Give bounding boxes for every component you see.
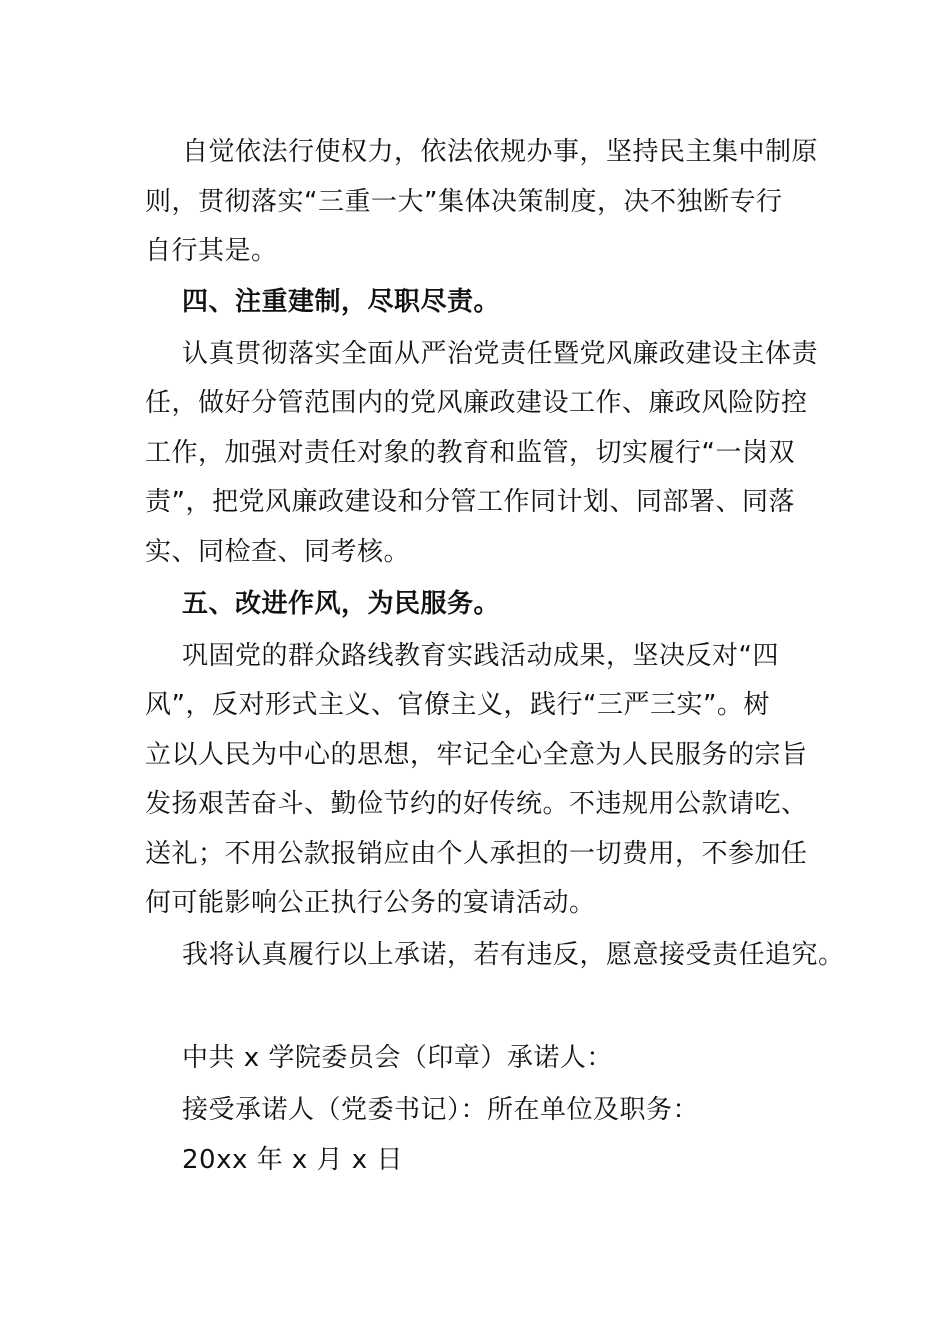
paragraph-line: 则，贯彻落实“三重一大”集体决策制度，决不独断专行 — [145, 187, 783, 217]
section-heading: 五、改进作风，为民服务。 — [182, 589, 501, 619]
signature-line-1: 中共 x 学院委员会（印章）承诺人： — [182, 1043, 613, 1073]
closing-statement: 我将认真履行以上承诺，若有违反，愿意接受责任追究。 — [182, 940, 845, 970]
paragraph-line: 巩固党的群众路线教育实践活动成果，坚决反对“四 — [182, 641, 779, 671]
paragraph-line: 立以人民为中心的思想，牢记全心全意为人民服务的宗旨 — [145, 740, 808, 770]
paragraph-line: 任，做好分管范围内的党风廉政建设工作、廉政风险防控 — [145, 388, 808, 418]
signature-date: 20xx 年 x 月 x 日 — [182, 1145, 403, 1175]
paragraph-line: 实、同检查、同考核。 — [145, 537, 411, 567]
paragraph-line: 风”，反对形式主义、官僚主义，践行“三严三实”。树 — [145, 690, 770, 720]
paragraph-line: 认真贯彻落实全面从严治党责任暨党风廉政建设主体责 — [182, 339, 819, 369]
paragraph-line: 自行其是。 — [145, 236, 278, 266]
paragraph-line: 工作，加强对责任对象的教育和监管，切实履行“一岗双 — [145, 438, 795, 468]
paragraph-line: 送礼；不用公款报销应由个人承担的一切费用，不参加任 — [145, 839, 808, 869]
signature-line-2: 接受承诺人（党委书记）：所在单位及职务： — [182, 1095, 700, 1125]
section-heading: 四、注重建制，尽职尽责。 — [182, 287, 501, 317]
paragraph-line: 自觉依法行使权力，依法依规办事，坚持民主集中制原 — [182, 137, 819, 167]
paragraph-line: 责”，把党风廉政建设和分管工作同计划、同部署、同落 — [145, 487, 795, 517]
paragraph-line: 发扬艰苦奋斗、勤俭节约的好传统。不违规用公款请吃、 — [145, 789, 808, 819]
paragraph-line: 何可能影响公正执行公务的宴请活动。 — [145, 888, 596, 918]
